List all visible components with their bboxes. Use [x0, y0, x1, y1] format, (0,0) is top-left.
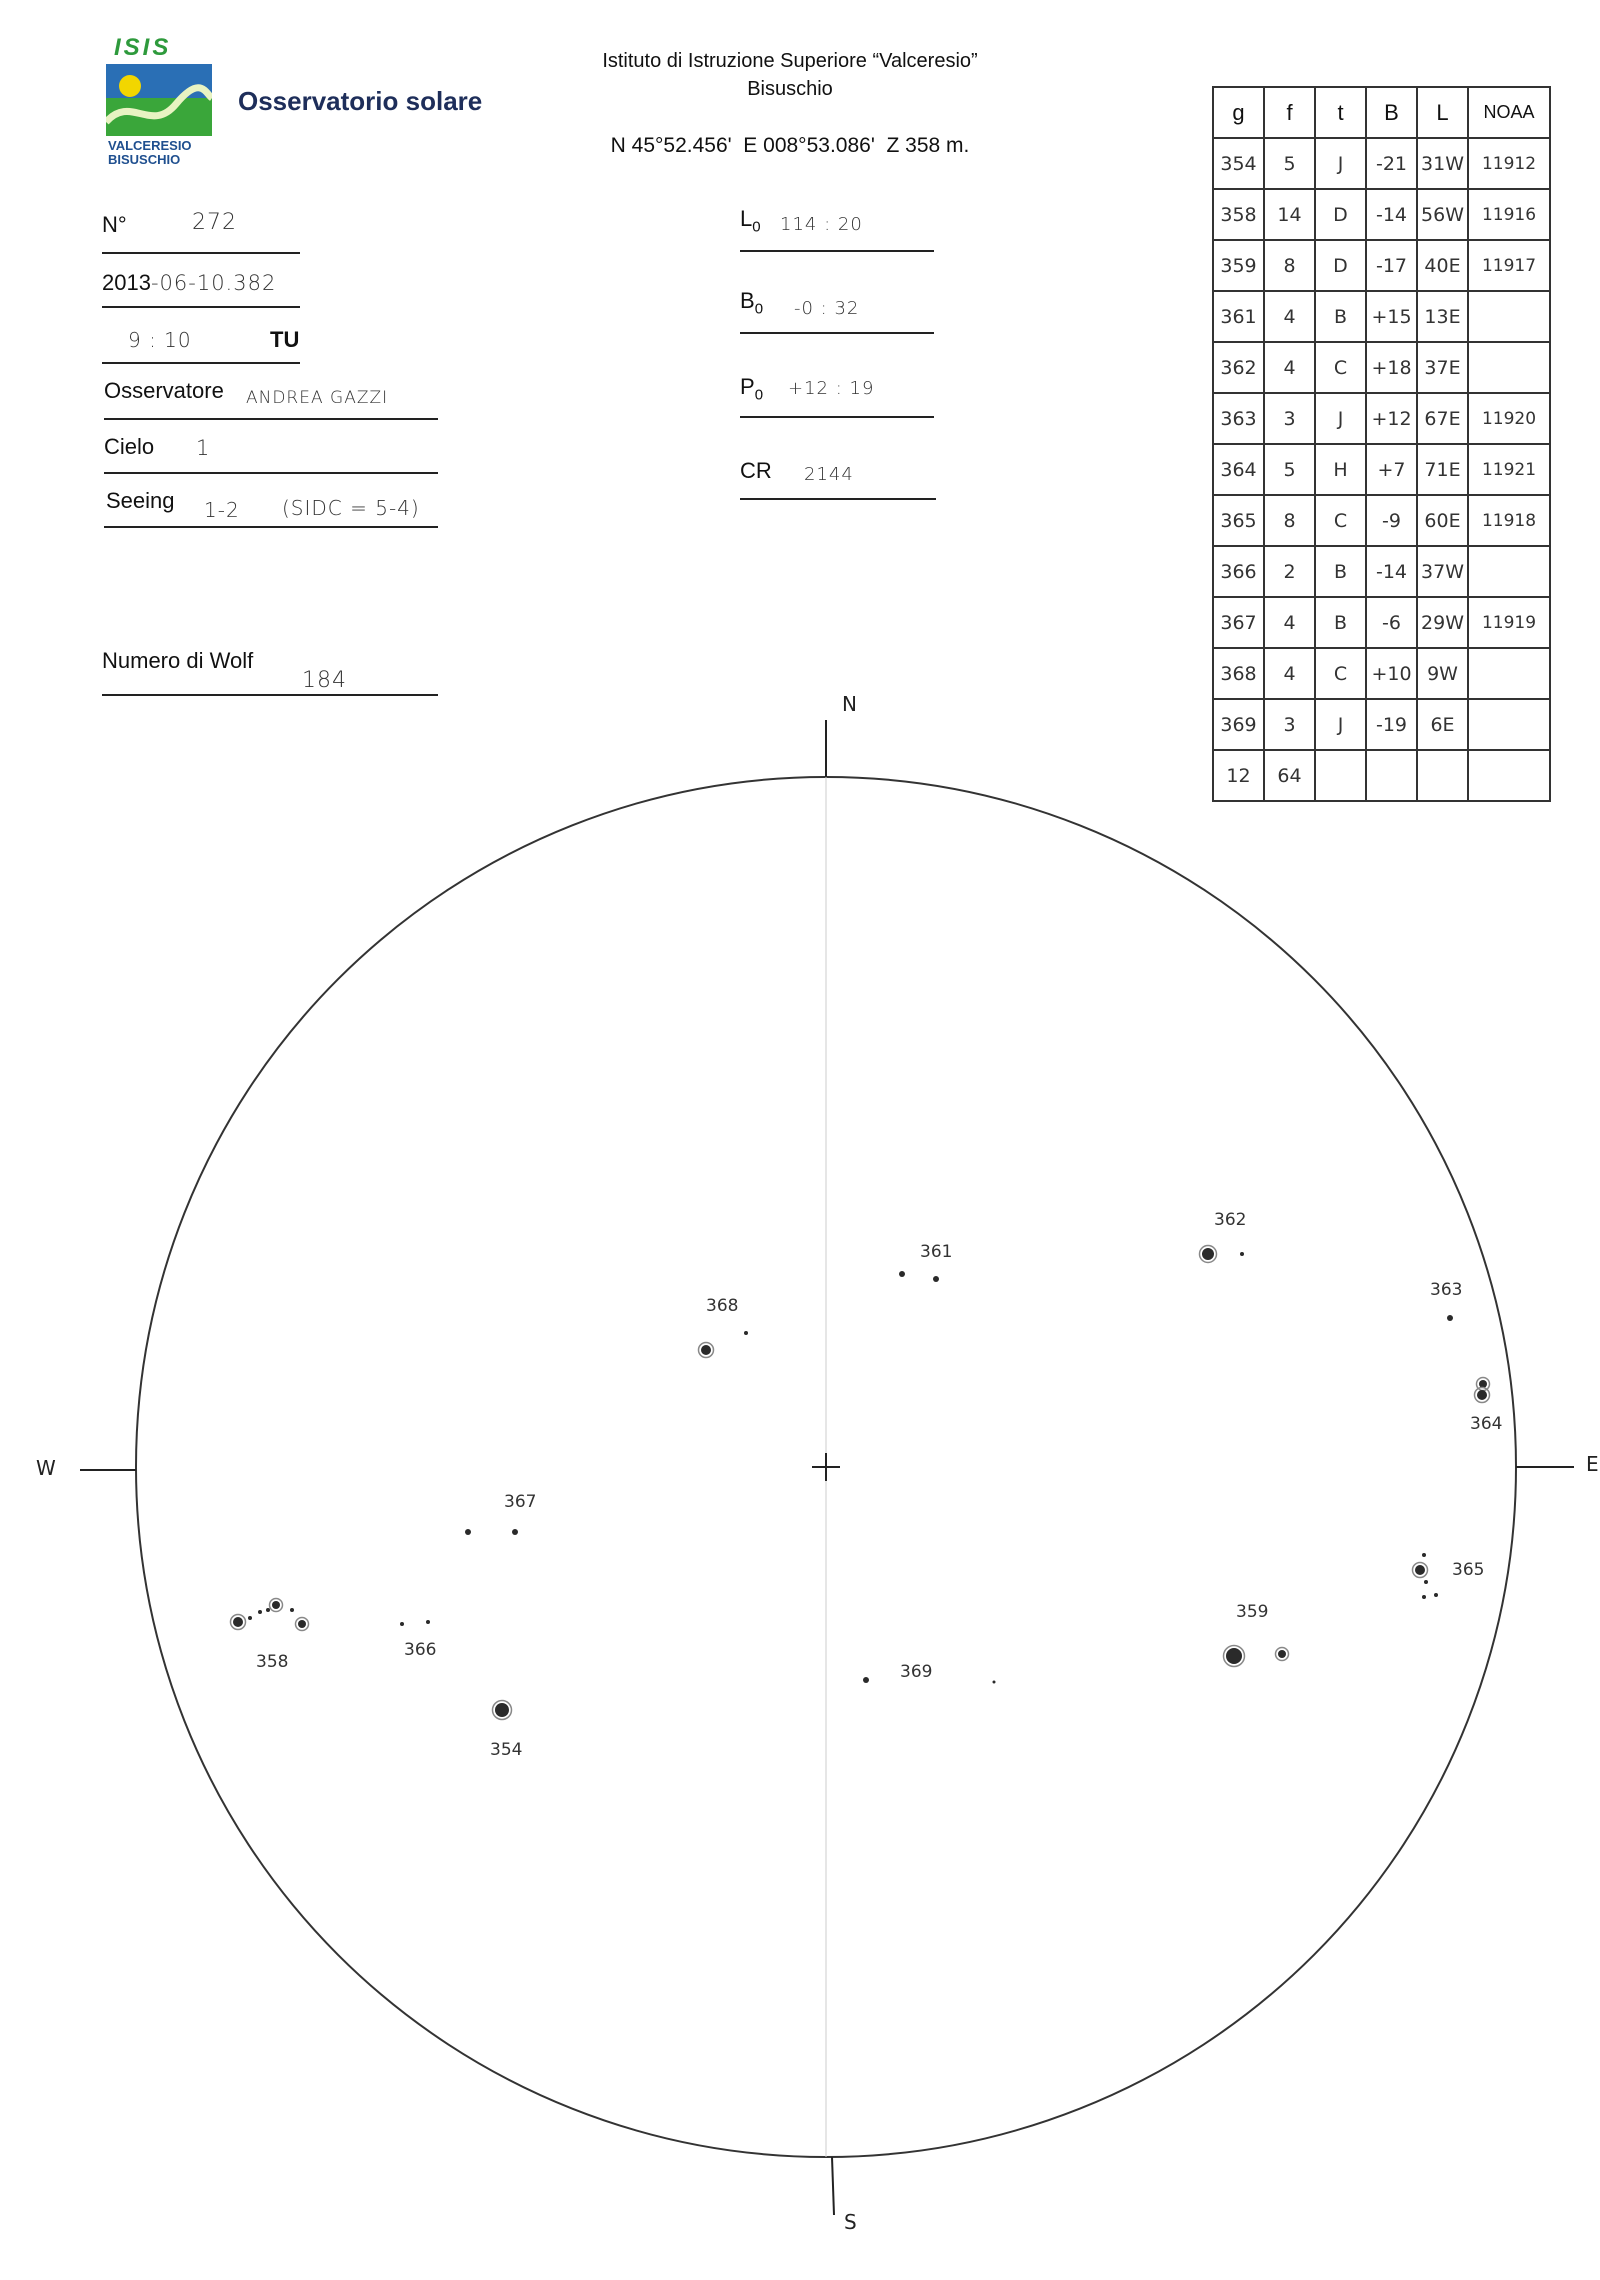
table-cell-g: 369	[1213, 699, 1264, 750]
header-l: L	[1417, 87, 1468, 138]
sunspot	[465, 1529, 471, 1535]
table-cell-b: +18	[1366, 342, 1417, 393]
table-cell-f: 8	[1264, 240, 1315, 291]
logo-isis: ISIS	[114, 34, 172, 61]
table-cell-g: 12	[1213, 750, 1264, 801]
table-cell-l: 31W	[1417, 138, 1468, 189]
solar-disk-drawing	[0, 680, 1600, 2280]
logo-bisuschio: BISUSCHIO	[108, 152, 181, 167]
page-title: Osservatorio solare	[238, 86, 483, 116]
table-cell-f: 2	[1264, 546, 1315, 597]
observer-value: ANDREA GAZZI	[246, 388, 389, 408]
cr-label: CR	[740, 458, 772, 483]
group-label: 359	[1236, 1602, 1269, 1622]
table-cell-f: 4	[1264, 648, 1315, 699]
table-cell-b: -9	[1366, 495, 1417, 546]
table-cell-l: 67E	[1417, 393, 1468, 444]
header-t: t	[1315, 87, 1366, 138]
time-value: 9 : 10	[128, 328, 192, 352]
sunspot	[1447, 1315, 1453, 1321]
date-value: -06-10.382	[150, 271, 277, 295]
sunspot	[290, 1608, 294, 1612]
seeing-label: Seeing	[106, 488, 175, 513]
table-cell-noaa: 11918	[1468, 495, 1550, 546]
cr-underline	[740, 498, 936, 500]
sunspot	[1434, 1593, 1438, 1597]
table-cell-noaa: 11919	[1468, 597, 1550, 648]
table-row	[1213, 495, 1550, 546]
sunspot	[258, 1610, 262, 1614]
number-value: 272	[192, 210, 237, 235]
date-underline	[102, 306, 300, 308]
cr-value: 2144	[804, 464, 854, 485]
table-cell-noaa	[1468, 291, 1550, 342]
table-cell-l: 29W	[1417, 597, 1468, 648]
sunspot	[512, 1529, 518, 1535]
sunspot	[1424, 1580, 1428, 1584]
number-label: N°	[102, 212, 127, 237]
date-field	[102, 270, 276, 296]
sunspot	[1202, 1248, 1214, 1260]
table-cell-t: D	[1315, 240, 1366, 291]
table-cell-t: J	[1315, 699, 1366, 750]
table-cell-t: D	[1315, 189, 1366, 240]
l0-value: 114 : 20	[780, 214, 863, 235]
table-cell-noaa	[1468, 546, 1550, 597]
p0-label	[740, 374, 763, 403]
table-row	[1213, 291, 1550, 342]
number-underline	[102, 252, 300, 254]
sunspot	[272, 1601, 280, 1609]
tick-south	[832, 2157, 834, 2215]
table-cell-b: -19	[1366, 699, 1417, 750]
institute-town: Bisuschio	[747, 78, 833, 100]
b0-label	[740, 288, 763, 317]
header-noaa: NOAA	[1468, 87, 1550, 138]
logo	[104, 34, 216, 167]
date-prefix: 2013	[102, 270, 151, 295]
b0-underline	[740, 332, 934, 334]
table-row	[1213, 546, 1550, 597]
table-cell-b: -6	[1366, 597, 1417, 648]
table-cell-f: 5	[1264, 138, 1315, 189]
header-b: B	[1366, 87, 1417, 138]
table-cell-b: -14	[1366, 189, 1417, 240]
table-cell-noaa	[1468, 342, 1550, 393]
seeing-sidc: (SIDC = 5-4)	[282, 496, 420, 520]
table-cell-b: +15	[1366, 291, 1417, 342]
group-label: 354	[490, 1740, 523, 1760]
table-cell-f: 3	[1264, 699, 1315, 750]
sunspot	[863, 1677, 869, 1683]
b0-letter: B	[740, 288, 755, 313]
sunspot	[298, 1620, 306, 1628]
table-cell-noaa: 11921	[1468, 444, 1550, 495]
table-cell-g: 354	[1213, 138, 1264, 189]
sunspot	[426, 1620, 430, 1624]
table-cell-g: 361	[1213, 291, 1264, 342]
sky-underline	[104, 472, 438, 474]
table-cell-g: 359	[1213, 240, 1264, 291]
sunspot	[744, 1331, 748, 1335]
group-label: 365	[1452, 1560, 1485, 1580]
time-underline	[102, 362, 300, 364]
table-cell-t: B	[1315, 546, 1366, 597]
sky-label: Cielo	[104, 434, 155, 459]
table-cell-f: 5	[1264, 444, 1315, 495]
group-label: 367	[504, 1492, 537, 1512]
logo-valceresio: VALCERESIO	[108, 138, 192, 153]
sunspot	[1422, 1553, 1426, 1557]
sunspot	[1415, 1565, 1425, 1575]
table-cell-g: 358	[1213, 189, 1264, 240]
sunspot	[1422, 1595, 1426, 1599]
table-cell-l: 37E	[1417, 342, 1468, 393]
group-label: 364	[1470, 1414, 1503, 1434]
group-label: 368	[706, 1296, 739, 1316]
l0-label	[740, 206, 761, 235]
group-label: 361	[920, 1242, 953, 1262]
sunspot	[1477, 1390, 1487, 1400]
sunspot	[701, 1345, 711, 1355]
table-cell-f: 3	[1264, 393, 1315, 444]
group-label: 363	[1430, 1280, 1463, 1300]
table-row	[1213, 240, 1550, 291]
l0-underline	[740, 250, 934, 252]
table-cell-l: 40E	[1417, 240, 1468, 291]
header-g: g	[1213, 87, 1264, 138]
table-cell-noaa: 11912	[1468, 138, 1550, 189]
logo-emblem-icon	[106, 64, 212, 136]
group-label: 369	[900, 1662, 933, 1682]
table-cell-t: B	[1315, 291, 1366, 342]
group-label: 358	[256, 1652, 289, 1672]
table-cell-f: 4	[1264, 597, 1315, 648]
b0-value: -0 : 32	[794, 298, 860, 319]
table-row	[1213, 444, 1550, 495]
observer-label: Osservatore	[104, 378, 224, 403]
sunspot	[266, 1608, 270, 1612]
table-cell-noaa: 11920	[1468, 393, 1550, 444]
seeing-underline	[104, 526, 438, 528]
p0-value: +12 : 19	[788, 378, 875, 399]
table-cell-g: 365	[1213, 495, 1264, 546]
table-row	[1213, 189, 1550, 240]
table-cell-f: 14	[1264, 189, 1315, 240]
table-cell-t: H	[1315, 444, 1366, 495]
table-cell-l: 56W	[1417, 189, 1468, 240]
table-cell-g: 362	[1213, 342, 1264, 393]
observer-underline	[104, 418, 438, 420]
header-f: f	[1264, 87, 1315, 138]
sunspot	[495, 1703, 509, 1717]
seeing-value: 1-2	[204, 498, 240, 522]
table-cell-b: -21	[1366, 138, 1417, 189]
table-row	[1213, 597, 1550, 648]
sunspot	[1226, 1648, 1242, 1664]
table-cell-f: 8	[1264, 495, 1315, 546]
table-cell-l: 6E	[1417, 699, 1468, 750]
p0-letter: P	[740, 374, 755, 399]
table-cell-g: 367	[1213, 597, 1264, 648]
institute-name: Istituto di Istruzione Superiore “Valceresio”	[602, 50, 978, 72]
sunspot	[933, 1276, 939, 1282]
time-label: TU	[270, 327, 300, 352]
p0-underline	[740, 416, 934, 418]
compass-south: S	[844, 2210, 857, 2234]
group-label: 362	[1214, 1210, 1247, 1230]
table-cell-b: -14	[1366, 546, 1417, 597]
table-header-row	[1213, 87, 1550, 138]
compass-north: N	[842, 692, 857, 716]
table-cell-b: +10	[1366, 648, 1417, 699]
table-row	[1213, 393, 1550, 444]
table-cell-noaa: 11917	[1468, 240, 1550, 291]
table-cell-g: 364	[1213, 444, 1264, 495]
table-cell-b: +7	[1366, 444, 1417, 495]
sky-value: 1	[196, 436, 211, 460]
table-cell-t: C	[1315, 342, 1366, 393]
table-cell-t: C	[1315, 495, 1366, 546]
sunspot	[1479, 1380, 1487, 1388]
group-label: 366	[404, 1640, 437, 1660]
table-cell-l: 60E	[1417, 495, 1468, 546]
p0-subscript: 0	[754, 386, 764, 404]
table-cell-g: 363	[1213, 393, 1264, 444]
table-cell-l: 71E	[1417, 444, 1468, 495]
table-cell-f: 64	[1264, 750, 1315, 801]
sunspot	[993, 1681, 996, 1684]
table-cell-t: J	[1315, 393, 1366, 444]
wolf-label: Numero di Wolf	[102, 648, 254, 673]
table-row	[1213, 342, 1550, 393]
table-cell-g: 368	[1213, 648, 1264, 699]
table-cell-l: 13E	[1417, 291, 1468, 342]
table-row	[1213, 138, 1550, 189]
table-cell-t: J	[1315, 138, 1366, 189]
table-cell-t: B	[1315, 597, 1366, 648]
sunspot	[1240, 1252, 1244, 1256]
table-cell-noaa: 11916	[1468, 189, 1550, 240]
compass-west: W	[36, 1456, 56, 1480]
table-cell-b: +12	[1366, 393, 1417, 444]
sunspot	[400, 1622, 404, 1626]
table-cell-f: 4	[1264, 342, 1315, 393]
l0-letter: L	[740, 206, 753, 231]
table-cell-f: 4	[1264, 291, 1315, 342]
compass-east: E	[1586, 1452, 1599, 1476]
sunspot	[899, 1271, 905, 1277]
wolf-value: 184	[302, 668, 347, 693]
sunspot	[233, 1617, 243, 1627]
table-cell-l: 9W	[1417, 648, 1468, 699]
l0-subscript: 0	[752, 218, 761, 236]
observatory-coordinates: N 45°52.456' E 008°53.086' Z 358 m.	[610, 134, 970, 157]
table-cell-l: 37W	[1417, 546, 1468, 597]
sunspot	[248, 1616, 252, 1620]
table-cell-g: 366	[1213, 546, 1264, 597]
table-cell-t: C	[1315, 648, 1366, 699]
b0-subscript: 0	[754, 300, 764, 318]
sunspot	[1278, 1650, 1286, 1658]
table-cell-b: -17	[1366, 240, 1417, 291]
